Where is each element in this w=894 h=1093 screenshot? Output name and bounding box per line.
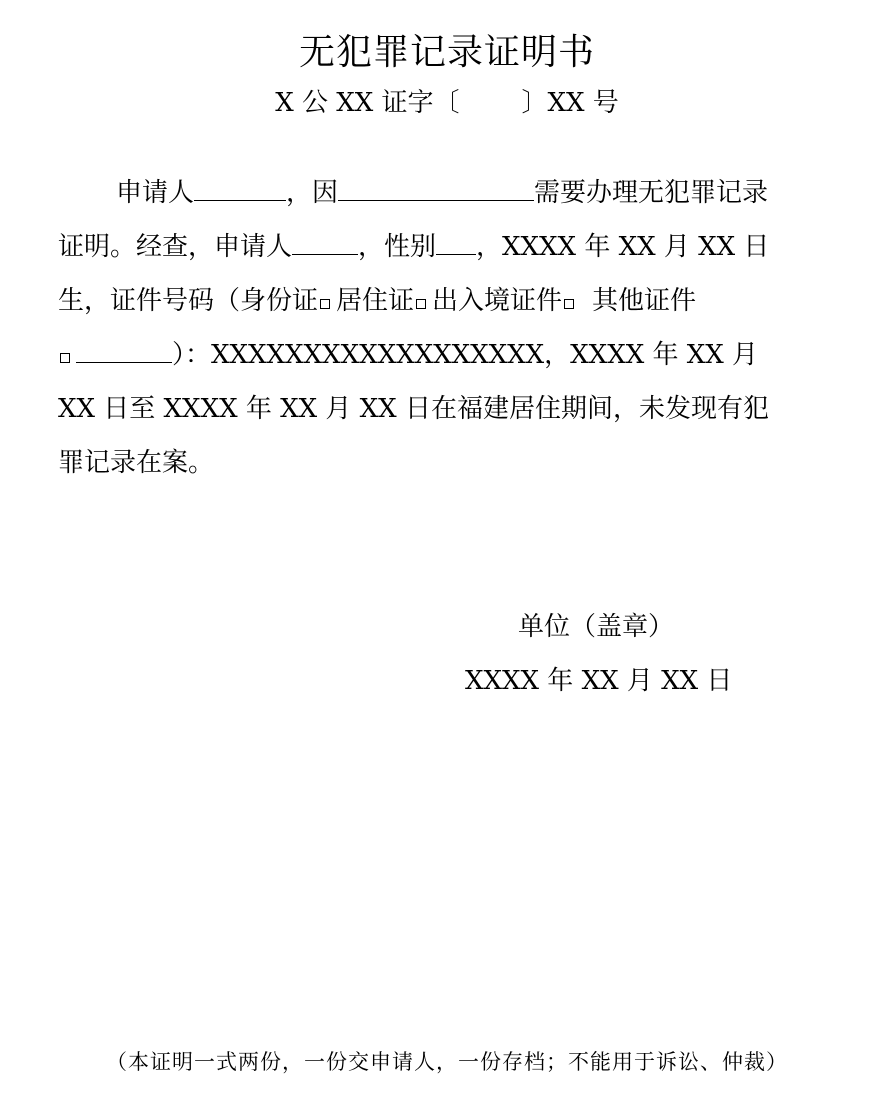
id-type-label: 生，证件号码（身份证 <box>58 286 319 316</box>
travel-permit-label: 出入境证件 <box>432 286 563 316</box>
travel-permit-checkbox[interactable] <box>564 299 574 309</box>
residence-permit-checkbox[interactable] <box>416 299 426 309</box>
issue-date: XXXX 年 XX 月 XX 日 <box>465 666 733 696</box>
other-id-blank <box>76 340 172 363</box>
id-number-and-period: ）：XXXXXXXXXXXXXXXXXX，XXXX 年 XX 月 <box>172 340 759 370</box>
birth-date: ，XXXX 年 XX 月 XX 日 <box>476 232 770 262</box>
gender-blank <box>436 232 476 255</box>
reason-blank <box>338 178 534 201</box>
document-number <box>0 82 894 119</box>
issuing-unit-seal: 单位（盖章） <box>518 612 675 642</box>
gender-label: ，性别 <box>358 232 437 262</box>
body-line-3 <box>58 280 696 317</box>
document-number-prefix: X 公 XX 证字〔 <box>275 88 460 118</box>
body-line-2 <box>58 226 769 263</box>
residence-permit-label: 居住证 <box>336 286 415 316</box>
other-id-checkbox[interactable] <box>60 353 70 363</box>
applicant-name-blank-2 <box>292 232 358 255</box>
body-text-2: 证明。经查，申请人 <box>58 232 293 262</box>
reason-label: ，因 <box>286 178 339 208</box>
body-line-1 <box>116 172 768 209</box>
footnote: （本证明一式两份，一份交申请人，一份存档；不能用于诉讼、仲裁） <box>106 1050 788 1074</box>
other-id-label: 其他证件 <box>592 286 697 316</box>
body-line-5: XX 日至 XXXX 年 XX 月 XX 日在福建居住期间，未发现有犯 <box>58 394 769 424</box>
body-line-4 <box>58 334 758 371</box>
document-title: 无犯罪记录证明书 <box>298 32 595 73</box>
applicant-label: 申请人 <box>116 178 195 208</box>
applicant-name-blank <box>194 178 286 201</box>
body-text-1: 需要办理无犯罪记录 <box>534 178 769 208</box>
body-line-6: 罪记录在案。 <box>58 448 215 478</box>
document-number-suffix: 〕XX 号 <box>521 88 619 118</box>
id-card-checkbox[interactable] <box>320 299 330 309</box>
